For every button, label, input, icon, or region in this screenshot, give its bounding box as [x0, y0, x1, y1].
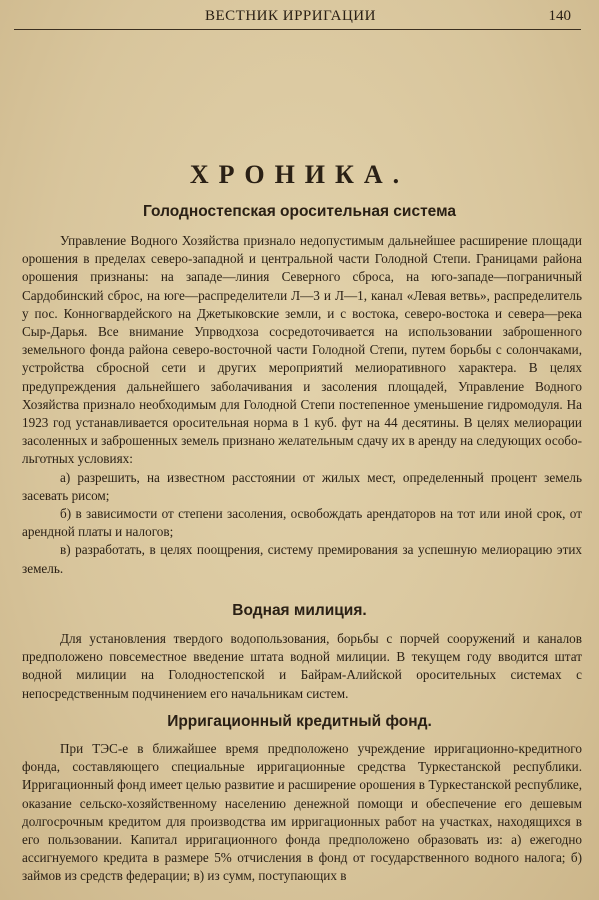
section-title-credit-fund: Ирригационный кредитный фонд.	[167, 713, 432, 730]
paragraph: При ТЭС-е в ближайшее время предположено учреждение ирригационно-кредитного фонда, составляющего специальные ирригационные средства Туркестанской республики. Ирригационный фонд имеет целью развитие и расширение орошения в Туркестанской республике, оказание сельско-хозяйственному населению денежной помощи и обеспечение его дешевым долгосрочным кредитом для производства им ирригационных работ на участках, находящихся в его пользовании. Капитал ирригационного фонда предположено образовать из: а) ежегодно ассигнуемого кредита в размере 5% отчисления в фонд от государственного водного налога; б) займов из средств федерации; в) из сумм, поступающих в	[22, 741, 582, 884]
section-body-credit-fund	[22, 740, 582, 886]
paragraph: Для установления твердого водопользования, борьбы с порчей сооружений и каналов предположено повсеместное введение штата водной милиции. В текущем году вводится штат водной милиции на Голодностепской и Байрам-Алийской оросительных системах с непосредственным подчинением его начальникам систем.	[22, 631, 582, 701]
header-rule	[14, 29, 581, 30]
list-item: в) разработать, в целях поощрения, систему премирования за успешную мелиорацию этих земель.	[22, 542, 582, 576]
running-head	[0, 8, 599, 28]
journal-title: ВЕСТНИК ИРРИГАЦИИ	[205, 8, 376, 24]
list-item: б) в зависимости от степени засоления, освобождать арендаторов на тот или иной срок, от арендной платы и налогов;	[22, 506, 582, 540]
paragraph: Управление Водного Хозяйства признало недопустимым дальнейшее расширение площади орошения в пределах северо-западной и центральной части Голодной Степи. Границами района орошения признаны: на западе—линия Северного сброса, на юго-западе—пограничный Сардобинский сброс, на юге—распределители Л—3 и Л—1, канал «Левая ветвь», распределитель у пос. Конногвардейского на Джетыковские земли, и с востока, северо-востока и севера—река Сыр-Дарья. Все внимание Упрводхоза сосредоточивается на использовании заброшенного земельного фонда района северо-восточной части Голодной Степи, путем борьбы с солончаками, устройства сбросной сети и других мероприятий мелиоративного характера. В целях предупреждения дальнейшего заболачивания и засоления площадей, Управление Водного Хозяйства признало необходимым для Голодной Степи постепенное уменьшение гидромодуля. На 1923 год устанавливается оросительная норма в 1 куб. фут на 44 десятины. В целях мелиорации засоленных и заброшенных земель признано желательным сдачу их в аренду на следующих особо-льготных условиях:	[22, 233, 582, 467]
page-number: 140	[548, 8, 571, 24]
section-body-golodnaya-steppe	[22, 232, 582, 578]
chronicle-title: ХРОНИКА.	[189, 160, 410, 189]
section-title-water-militia: Водная милиция.	[232, 602, 367, 619]
section-title-golodnaya-steppe: Голодностепская оросительная система	[143, 203, 456, 220]
list-item: а) разрешить, на известном расстоянии от жилых мест, определенный процент земель засевать рисом;	[22, 469, 582, 503]
section-body-water-militia	[22, 630, 582, 703]
